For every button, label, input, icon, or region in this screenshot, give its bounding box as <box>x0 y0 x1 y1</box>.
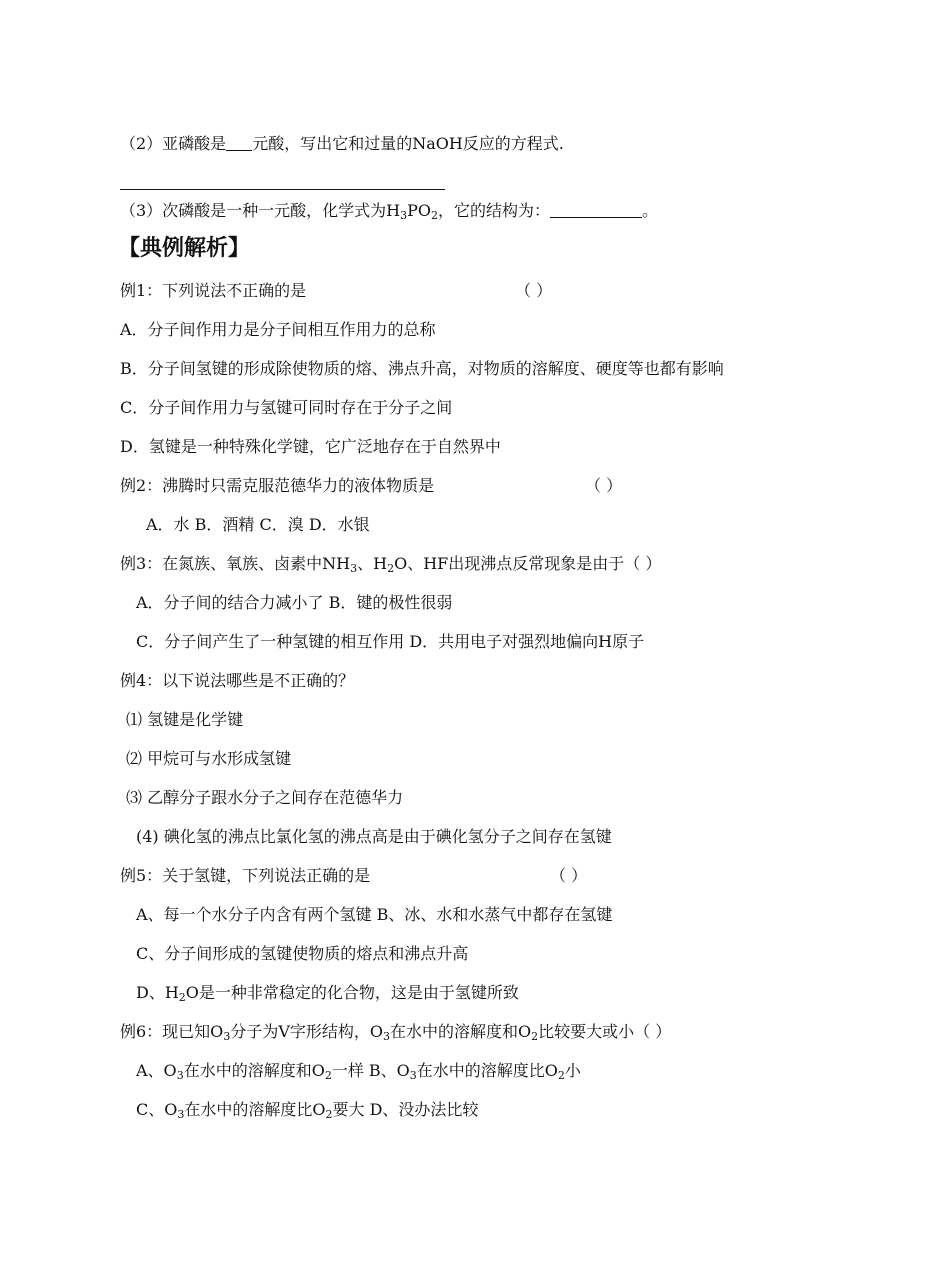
example-4-stem: 例4：以下说法哪些是不正确的？ <box>120 671 355 690</box>
option-d: D．氢键是一种特殊化学键，它广泛地存在于自然界中 <box>120 437 501 456</box>
example-1-stem: 例1：下列说法不正确的是 <box>120 281 307 300</box>
example-4-item-1: ⑴ 氢键是化学键 <box>126 710 244 729</box>
question-3: （3）次磷酸是一种一元酸，化学式为$H_3PO_2$，它的结构为： 。 <box>120 201 659 222</box>
example-3-stem: 例3：在氮族、氧族、卤素中$NH_3$、$H_2O$、HF出现沸点反常现象是由于（ ） <box>120 554 662 575</box>
answer-paren: （ ） <box>515 281 553 300</box>
question-2: （2）亚磷酸是 元酸，写出它和过量的NaOH反应的方程式. <box>120 134 564 153</box>
option-c: C．分子间作用力与氢键可同时存在于分子之间 <box>120 398 453 417</box>
option-b: B．分子间氢键的形成除使物质的熔、沸点升高，对物质的溶解度、硬度等也都有影响 <box>120 359 724 378</box>
example-4-item-2: ⑵ 甲烷可与水形成氢键 <box>126 749 292 768</box>
option-a: A．分子间作用力是分子间相互作用力的总称 <box>120 320 436 339</box>
example-6-options-cd: C、$O_3$在水中的溶解度比$O_2$要大 D、没办法比较 <box>136 1100 479 1121</box>
example-3-options-ab: A．分子间的结合力减小了 B．键的极性很弱 <box>136 593 453 612</box>
example-4-item-4: (4) 碘化氢的沸点比氯化氢的沸点高是由于碘化氢分子之间存在氢键 <box>136 827 612 846</box>
answer-paren: （ ） <box>585 476 623 495</box>
example-2-options: A．水 B．酒精 C．溴 D．水银 <box>146 515 370 534</box>
example-2-stem: 例2：沸腾时只需克服范德华力的液体物质是 <box>120 476 435 495</box>
example-5-option-d: D、$H_2O$是一种非常稳定的化合物，这是由于氢键所致 <box>136 983 519 1004</box>
example-5-options-ab: A、每一个水分子内含有两个氢键 B、冰、水和水蒸气中都存在氢键 <box>136 905 613 924</box>
example-6-stem: 例6：现已知$O_3$分子为V字形结构，$O_3$在水中的溶解度和$O_2$比较要大或小（ ） <box>120 1022 672 1043</box>
section-title: 【典例解析】 <box>118 235 251 261</box>
example-4-item-3: ⑶ 乙醇分子跟水分子之间存在范德华力 <box>126 788 404 807</box>
example-6-options-ab: A、$O_3$在水中的溶解度和$O_2$一样 B、$O_3$在水中的溶解度比$O_2$小 <box>136 1061 581 1082</box>
example-5-stem: 例5：关于氢键，下列说法正确的是 <box>120 866 371 885</box>
answer-line <box>120 189 445 190</box>
answer-blank <box>550 201 642 218</box>
example-3-options-cd: C．分子间产生了一种氢键的相互作用 D．共用电子对强烈地偏向H原子 <box>136 632 645 651</box>
example-5-option-c: C、分子间形成的氢键使物质的熔点和沸点升高 <box>136 944 469 963</box>
answer-paren: （ ） <box>550 866 588 885</box>
answer-blank <box>226 134 252 151</box>
